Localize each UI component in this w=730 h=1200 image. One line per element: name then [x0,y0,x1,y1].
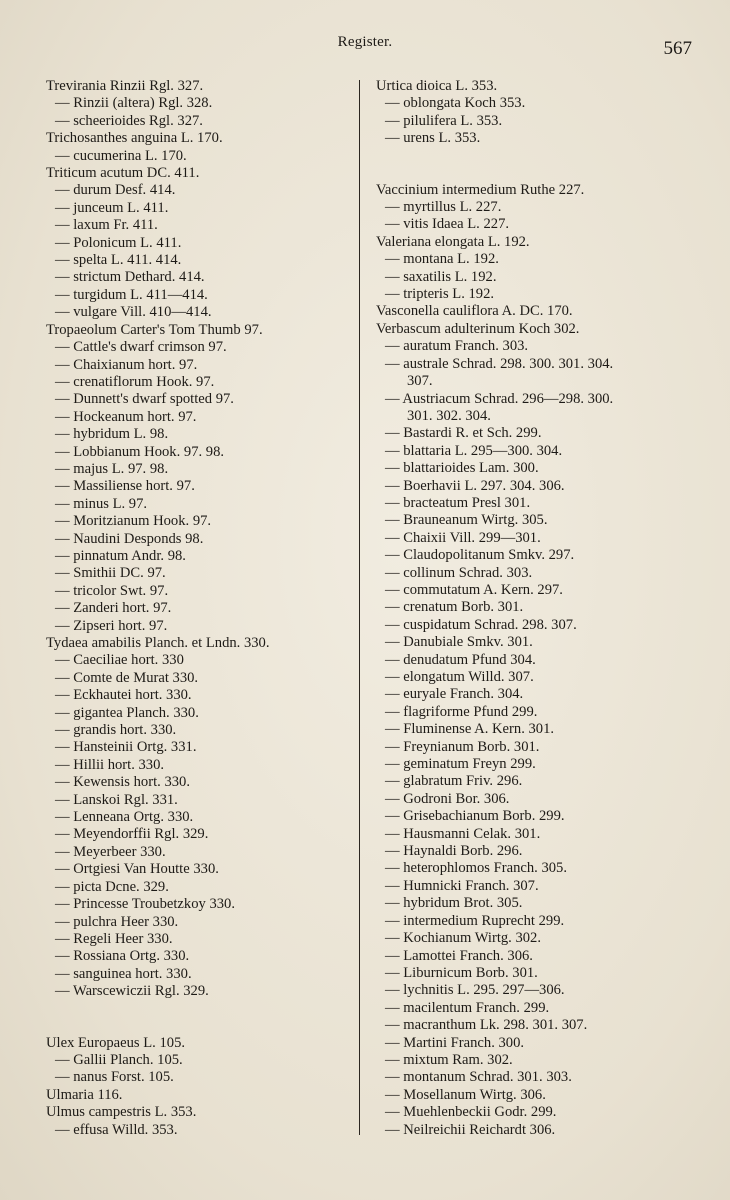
index-entry-genus: Vaccinium intermedium Ruthe 227. [376,181,585,198]
index-entry-species: — cucumerina L. 170. [55,147,187,164]
index-entry-species: — Naudini Desponds 98. [55,530,204,547]
index-entry-species: — flagriforme Pfund 299. [385,703,538,720]
index-entry-species: — vulgare Vill. 410—414. [55,304,212,321]
index-entry-species: — lychnitis L. 295. 297—306. [385,982,565,999]
index-entry-species: — Polonicum L. 411. [55,234,182,251]
index-entry-species: — Kochianum Wirtg. 302. [385,930,542,947]
index-entry-species: — tricolor Swt. 97. [55,582,169,599]
running-header: Register. [337,34,393,50]
index-entry-species: — glabratum Friv. 296. [385,773,523,790]
index-entry-species: — Kewensis hort. 330. [55,774,190,791]
index-entry-species: — sanguinea hort. 330. [55,965,192,982]
index-entry-species: — Fluminense A. Kern. 301. [385,721,555,738]
index-entry-genus: Ulmus campestris L. 353. [46,1104,197,1121]
column-divider [359,80,360,1135]
index-entry-species: — Comte de Murat 330. [55,669,199,686]
index-column-right [376,78,696,1139]
index-entry-species: — Martini Franch. 300. [385,1034,525,1051]
index-entry-species: — Muehlenbeckii Godr. 299. [385,1104,557,1121]
index-entry-species: — Freynianum Borb. 301. [385,738,540,755]
index-entry-species: — hybridum Brot. 305. [385,895,523,912]
index-entry-species: — Meyendorffii Rgl. 329. [55,826,209,843]
index-entry-species: — Grisebachianum Borb. 299. [385,808,565,825]
index-entry-species: — geminatum Freyn 299. [385,756,536,773]
index-entry-genus: Trevirania Rinzii Rgl. 327. [46,78,204,94]
index-entry-genus: Tropaeolum Carter's Tom Thumb 97. [46,321,263,338]
index-entry-species: — crenatiflorum Hook. 97. [55,373,215,390]
index-entry-species: — junceum L. 411. [55,199,169,216]
index-entry-species: — blattaria L. 295—300. 304. [385,442,563,459]
index-entry-species: — auratum Franch. 303. [385,338,529,355]
index-entry-species: — turgidum L. 411—414. [55,286,208,303]
index-entry-species: — Eckhautei hort. 330. [55,687,192,704]
index-entry-species: — tripteris L. 192. [385,286,495,303]
index-entry-species: — Hansteinii Ortg. 331. [55,739,197,756]
index-entry-species: — grandis hort. 330. [55,722,177,739]
index-entry-species: — nanus Forst. 105. [55,1069,174,1086]
index-entry-continuation: 307. [407,373,433,390]
index-entry-species: — Humnicki Franch. 307. [385,877,539,894]
index-entry-species: — Chaixii Vill. 299—301. [385,529,541,546]
index-entry-species: — majus L. 97. 98. [55,460,169,477]
index-entry-species: — Austriacum Schrad. 296—298. 300. [385,390,614,407]
index-entry-genus: Ulmaria 116. [46,1086,123,1103]
index-entry-species: — Bastardi R. et Sch. 299. [385,425,542,442]
index-entry-species: — Gallii Planch. 105. [55,1051,183,1068]
index-entry-species: — Hausmanni Celak. 301. [385,825,541,842]
index-entry-species: — Dunnett's dwarf spotted 97. [55,391,234,408]
index-entry-species: — collinum Schrad. 303. [385,564,533,581]
index-entry-species: — Lanskoi Rgl. 331. [55,791,178,808]
index-entry-species: — Smithii DC. 97. [55,565,166,582]
index-entry-species: — elongatum Willd. 307. [385,669,534,685]
index-entry-species: — Chaixianum hort. 97. [55,356,198,373]
index-entry-species: — Mosellanum Wirtg. 306. [385,1086,546,1103]
page-number: 567 [663,38,692,59]
index-column-left [46,78,358,1139]
index-entry-species: — Meyerbeer 330. [55,843,166,860]
index-entry-species: — oblongata Koch 353. [385,95,526,112]
index-entry-species: — Hockeanum hort. 97. [55,408,197,425]
index-entry-species: — cuspidatum Schrad. 298. 307. [385,616,577,633]
index-entry-species: — Danubiale Smkv. 301. [385,634,533,651]
index-entry-genus: Triticum acutum DC. 411. [46,165,200,182]
index-entry-species: — macranthum Lk. 298. 301. 307. [385,1017,588,1034]
index-entry-species: — Regeli Heer 330. [55,930,173,947]
index-entry-species: — heterophlomos Franch. 305. [385,860,567,877]
index-entry-species: — intermedium Ruprecht 299. [385,912,565,929]
index-entry-species: — durum Desf. 414. [55,182,176,199]
index-entry-species: — mixtum Ram. 302. [385,1051,513,1068]
index-entry-species: — spelta L. 411. 414. [55,252,182,269]
index-entry-species: — australe Schrad. 298. 300. 301. 304. [385,355,614,372]
index-entry-species: — commutatum A. Kern. 297. [385,581,563,598]
section-gap [376,148,696,182]
index-entry-genus: Verbascum adulterinum Koch 302. [376,320,580,337]
index-entry-species: — montana L. 192. [385,251,499,268]
index-entry-species: — pinnatum Andr. 98. [55,547,186,564]
index-entry-species: — urens L. 353. [385,130,481,147]
index-entry-species: — euryale Franch. 304. [385,686,524,703]
section-gap [46,1001,358,1035]
index-entry-species: — Claudopolitanum Smkv. 297. [385,547,575,564]
index-entry-genus: Trichosanthes anguina L. 170. [46,130,223,147]
index-entry-species: — scheerioides Rgl. 327. [55,112,203,129]
index-entry-species: — Caeciliae hort. 330 [55,652,184,669]
index-entry-species: — Warscewiczii Rgl. 329. [55,983,209,1000]
index-entry-species: — Ortgiesi Van Houtte 330. [55,861,219,878]
index-entry-species: — Princesse Troubetzkoy 330. [55,896,235,913]
index-entry-species: — saxatilis L. 192. [385,268,497,285]
index-entry-species: — strictum Dethard. 414. [55,269,205,286]
index-entry-species: — montanum Schrad. 301. 303. [385,1069,572,1086]
index-entry-species: — pilulifera L. 353. [385,112,503,129]
index-entry-species: — Godroni Bor. 306. [385,790,510,807]
index-entry-species: — Lamottei Franch. 306. [385,947,533,964]
index-entry-species: — gigantea Planch. 330. [55,704,199,721]
index-entry-species: — macilentum Franch. 299. [385,999,550,1016]
index-entry-species: — hybridum L. 98. [55,426,169,443]
index-entry-species: — Rossiana Ortg. 330. [55,948,190,965]
index-entry-species: — pulchra Heer 330. [55,913,179,930]
index-entry-species: — crenatum Borb. 301. [385,599,524,616]
index-entry-species: — Lobbianum Hook. 97. 98. [55,443,225,460]
index-entry-genus: Ulex Europaeus L. 105. [46,1034,186,1051]
index-entry-species: — bracteatum Presl 301. [385,494,531,511]
index-entry-genus: Vasconella cauliflora A. DC. 170. [376,303,573,320]
index-entry-species: — effusa Willd. 353. [55,1121,178,1138]
index-entry-genus: Valeriana elongata L. 192. [376,233,530,250]
index-entry-species: — picta Dcne. 329. [55,878,169,895]
index-entry-species: — vitis Idaea L. 227. [385,216,510,233]
index-entry-species: — Liburnicum Borb. 301. [385,964,538,981]
index-entry-species: — myrtillus L. 227. [385,199,502,216]
index-entry-species: — denudatum Pfund 304. [385,651,536,668]
index-entry-genus: Tydaea amabilis Planch. et Lndn. 330. [46,635,270,651]
index-entry-species: — Moritzianum Hook. 97. [55,513,212,530]
index-entry-species: — Massiliense hort. 97. [55,478,195,495]
index-entry-species: — Neilreichii Reichardt 306. [385,1121,556,1138]
index-entry-species: — Zanderi hort. 97. [55,600,172,617]
index-entry-species: — Lenneana Ortg. 330. [55,809,194,826]
index-entry-species: — Hillii hort. 330. [55,756,165,773]
index-entry-species: — laxum Fr. 411. [55,217,158,234]
index-entry-species: — Rinzii (altera) Rgl. 328. [55,95,213,112]
index-entry-species: — Boerhavii L. 297. 304. 306. [385,477,565,494]
index-entry-continuation: 301. 302. 304. [407,407,491,424]
index-entry-genus: Urtica dioica L. 353. [376,78,498,94]
index-entry-species: — Haynaldi Borb. 296. [385,843,523,860]
index-entry-species: — minus L. 97. [55,495,148,512]
index-entry-species: — blattarioides Lam. 300. [385,460,539,477]
index-entry-species: — Cattle's dwarf crimson 97. [55,339,227,356]
index-entry-species: — Brauneanum Wirtg. 305. [385,512,548,529]
index-entry-species: — Zipseri hort. 97. [55,617,168,634]
